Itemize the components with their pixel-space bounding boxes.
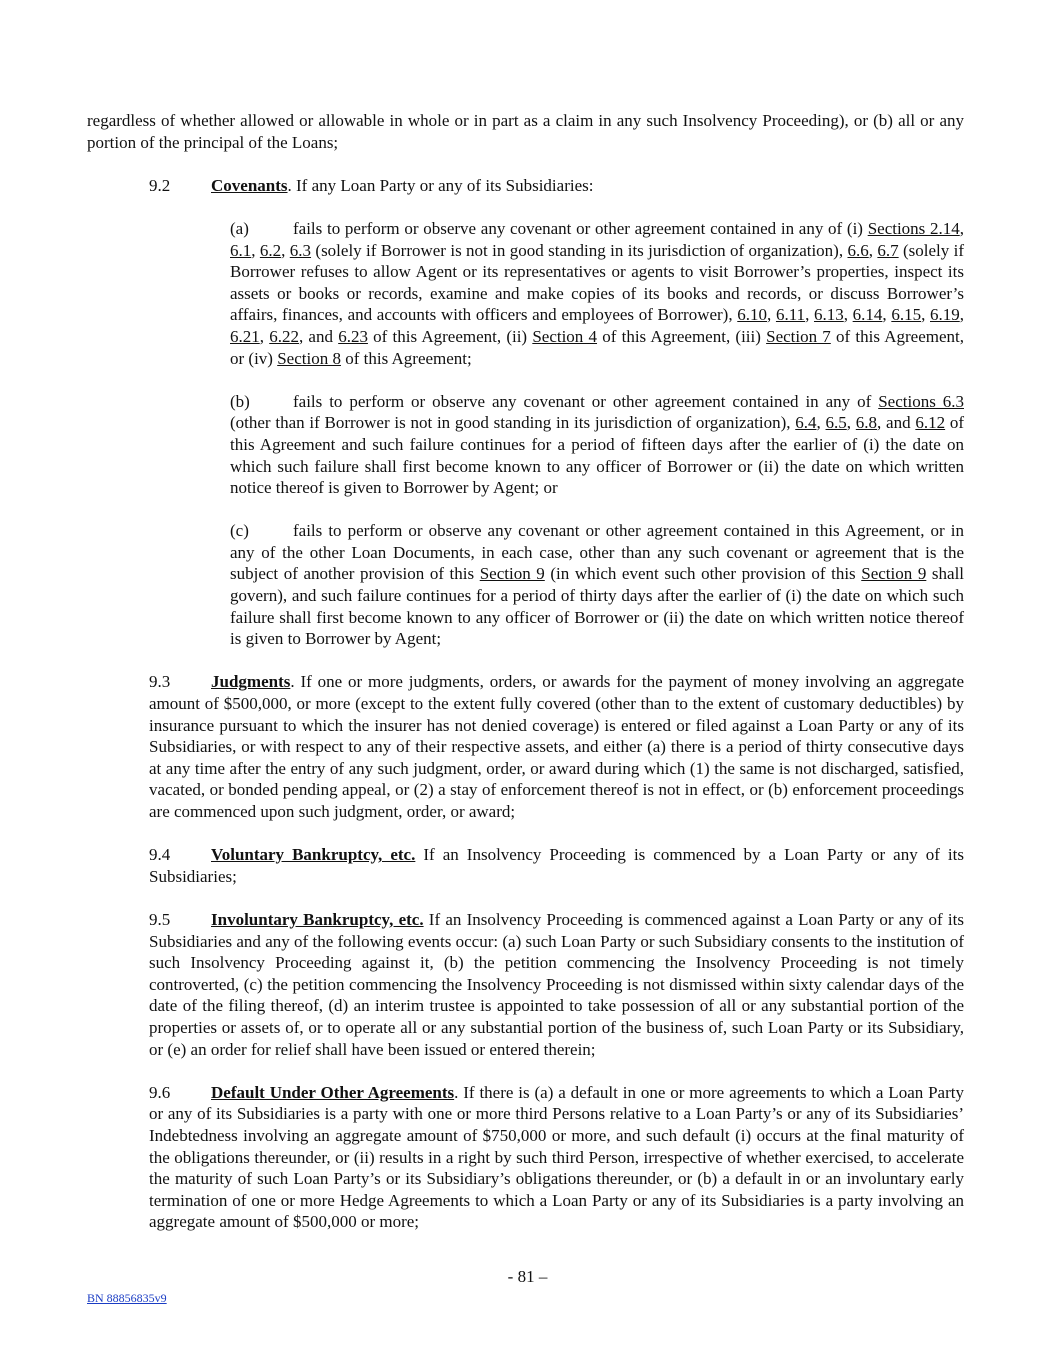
cross-reference: 6.15 — [891, 305, 922, 325]
clause-text: of this Agreement; — [340, 348, 472, 368]
clause-text: (solely if Borrower refuses to allow Agent or its representatives or agents to visit Borrower’s properties, inspect its assets or books or records, examine and make copies of its books and records, or discuss Borrower’s affairs, finances, and accounts with officers and employees of Borrower), — [230, 240, 965, 325]
clause-text: (in which event such other provision of this — [544, 564, 862, 584]
cross-reference: 6.23 — [338, 326, 368, 346]
section-heading: Involuntary Bankruptcy, etc. — [211, 909, 424, 929]
section-heading: Covenants — [211, 175, 288, 195]
clause-text: fails to perform or observe any covenant or other agreement contained in this Agreement, or in any of the other Loan Documents, in each case, other than any such covenant or agreement that is the subject of another provision of this — [230, 521, 964, 584]
section-text: If an Insolvency Proceeding is commenced against a Loan Party or any of its Subsidiaries and any of the following events occur: (a) such Loan Party or such Subsidiary consents to the institution of such Insolvency Proceeding against it, (b) the petition commencing the Insolvency Proceeding is not timely controverted, (c) the petition commencing the Insolvency Proceeding is not dismissed within sixty calendar days of the date of the filing thereof, (d) an interim trustee is appointed to take possession of all or any substantial portion of the properties or assets of, or to operate all or any substantial portion of the business of, such Loan Party or its Subsidiary, or (e) an order for relief shall have been issued or entered therein; — [149, 909, 964, 1059]
section-9-6 — [87, 1082, 964, 1233]
section-number: 9.3 — [149, 672, 171, 692]
clause-text: fails to perform or observe any covenant or other agreement contained in any of (i) — [293, 218, 868, 238]
document-body — [87, 110, 964, 1254]
section-heading: Voluntary Bankruptcy, etc. — [211, 845, 416, 865]
section-number: 9.5 — [149, 909, 171, 929]
cross-reference: 6.11 — [775, 305, 806, 325]
cross-reference: 6.6 — [847, 240, 869, 260]
section-text: . If one or more judgments, orders, or awards for the payment of money involving an aggregate amount of $500,000, or more (except to the extent fully covered (other than to the extent of customary deductibles) by insurance pursuant to which the insurer has not denied coverage) is entered or filed against a Loan Party or any of its Subsidiaries, or with respect to any of their respective assets, and either (a) there is a period of thirty consecutive days at any time after the entry of any such judgment, order, or award during which (1) the same is not discharged, satisfied, vacated, or bonded pending appeal, or (2) a stay of enforcement thereof is not in effect, or (b) enforcement proceedings are commenced upon such judgment, order, or award; — [149, 672, 964, 821]
section-9-2 — [87, 175, 964, 197]
section-text: . If there is (a) a default in one or more agreements to which a Loan Party or any of its Subsidiaries is a party with one or more third Persons relative to a Loan Party’s or any of its Subsidiaries’ Indebtedness involving an aggregate amount of $750,000 or more, and such default (i) occurs at the final maturity of the obligations thereunder, or (ii) results in a right by such third Person, irrespective of whether exercised, to accelerate the maturity of such Loan Party’s or its Subsidiary’s obligations thereunder, or (b) a default in or an involuntary early termination of one or more Hedge Agreements to which a Loan Party or any of its Subsidiaries is a party involving an aggregate amount of $500,000 or more; — [149, 1082, 964, 1232]
clause-text: (solely if Borrower is not in good standing in its jurisdiction of organization), — [311, 240, 848, 260]
section-9-4 — [87, 844, 964, 887]
cross-reference: 6.13 — [813, 305, 844, 325]
clause-9-2-a: (a) fails to perform or observe any covenant or other agreement contained in any of (i) Sections 2.14, 6.1, 6.2, 6.3 (solely if Borrower is not in good standing in its jurisdiction of organization), 6.6, 6.7 (solely if Borrower refuses to allow Agent or its representatives or agents to visit Borrower’s properties, inspect its assets or books or records, examine and make copies of its books and records, or discuss Borrower’s affairs, finances, and accounts with officers and employees of Borrower), 6.10, 6.11, 6.13, 6.14, 6.15, 6.19, 6.21, 6.22, and 6.23 of this Agreement, (ii) Section 4 of this Agreement, (iii) Section 7 of this Agreement, or (iv) Section 8 of this Agreement; — [230, 218, 965, 368]
clause-text: shall govern), and such failure continues for a period of thirty days after the earlier of (i) the date on which such failure shall first become known to any officer of Borrower or (ii) the date on which written notice thereof is given to Borrower by Agent; — [230, 564, 965, 649]
document-id-link[interactable]: BN 88856835v9 — [87, 1291, 167, 1305]
clause-letter: (a) — [230, 218, 249, 238]
cross-reference: Section 7 — [766, 326, 831, 346]
cross-reference: 6.1 — [230, 240, 252, 260]
cross-reference: Section 8 — [277, 348, 341, 368]
clause-letter: (c) — [230, 521, 249, 541]
cross-reference: 6.21 — [230, 326, 260, 346]
clause-text: fails to perform or observe any covenant or other agreement contained in any of — [293, 391, 879, 411]
clause-9-2-c — [87, 520, 964, 650]
cross-reference: Section 9 — [861, 564, 927, 584]
section-9-5 — [87, 909, 964, 1060]
section-number: 9.4 — [149, 845, 171, 865]
cross-reference: 6.4 — [795, 413, 817, 433]
section-heading: Judgments — [211, 672, 291, 692]
intro-paragraph: regardless of whether allowed or allowable in whole or in part as a claim in any such Insolvency Proceeding), or (b) all or any portion of the principal of the Loans; — [87, 111, 964, 152]
cross-reference: Section 4 — [532, 326, 598, 346]
clause-letter: (b) — [230, 391, 250, 411]
clause-9-2-b: (b) fails to perform or observe any covenant or other agreement contained in any of Sections 6.3 (other than if Borrower is not in good standing in its jurisdiction of organization), 6.4, 6.5, 6.8, and 6.12 of this Agreement and such failure continues for a period of fifteen days after the earlier of (i) the date on which such failure shall first become known to any officer of Borrower or (ii) the date on which written notice thereof is given to Borrower by Agent; or — [230, 391, 965, 498]
page-number: - 81 – — [507, 1267, 548, 1286]
cross-reference: 6.8 — [855, 413, 878, 433]
cross-reference: 6.5 — [825, 413, 847, 433]
clause-text: of this Agreement and such failure continues for a period of fifteen days after the earlier of (i) the date on which such failure shall first become known to any officer of Borrower or (ii) the date on which written notice thereof is given to Borrower by Agent; or — [230, 413, 965, 498]
section-heading: Default Under Other Agreements — [211, 1082, 455, 1102]
section-9-3 — [87, 671, 964, 822]
section-number: 9.6 — [149, 1082, 171, 1102]
clause-text: of this Agreement, (ii) — [367, 326, 533, 346]
section-text: . If any Loan Party or any of its Subsidiaries: — [287, 175, 594, 195]
section-text: If an Insolvency Proceeding is commenced by a Loan Party or any of its Subsidiaries; — [149, 845, 964, 886]
clause-text: of this Agreement, or (iv) — [230, 326, 964, 368]
cross-reference: 6.19 — [930, 305, 960, 325]
cross-reference: Sections 2.14 — [867, 218, 960, 238]
section-number: 9.2 — [149, 175, 171, 195]
cross-reference: Sections 6.3 — [878, 391, 964, 411]
cross-reference: 6.10 — [737, 305, 768, 325]
cross-reference: 6.7 — [877, 240, 899, 260]
cross-reference: Section 9 — [479, 564, 545, 584]
clause-text: of this Agreement, (iii) — [597, 326, 767, 346]
cross-reference: 6.14 — [852, 305, 883, 325]
cross-reference: 6.22 — [269, 326, 299, 346]
cross-reference: 6.2 — [259, 240, 282, 260]
cross-reference: 6.12 — [915, 413, 946, 433]
cross-reference: 6.3 — [289, 240, 312, 260]
clause-text: (other than if Borrower is not in good standing in its jurisdiction of organization), — [230, 413, 796, 433]
